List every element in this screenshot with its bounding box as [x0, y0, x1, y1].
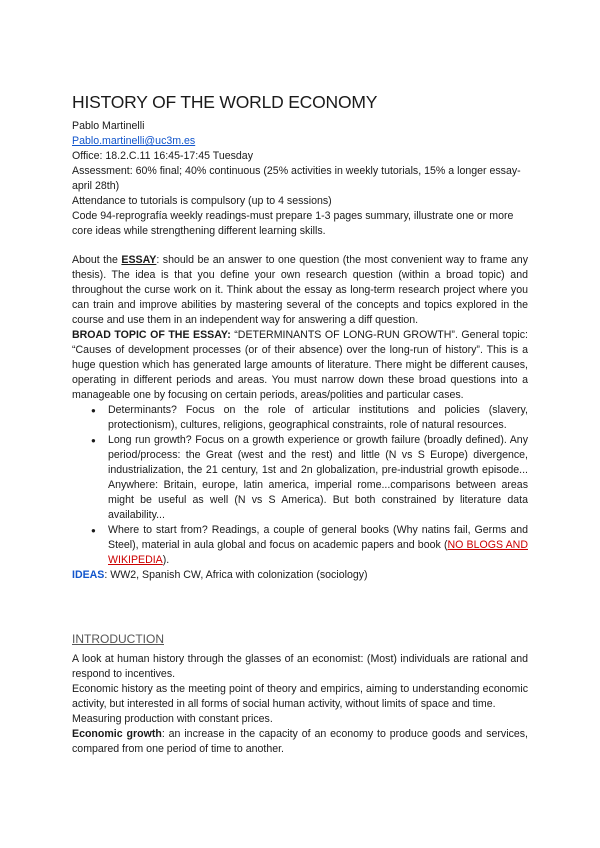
introduction-heading: INTRODUCTION: [72, 632, 164, 646]
list-item: ● Determinants? Focus on the role of articular institutions and policies (slavery, protectionism), cultures, religions, geographical constraints, role of natural resources.: [108, 403, 528, 433]
email-link[interactable]: Pablo.martinelli@uc3m.es: [72, 135, 196, 147]
essay-keyword: ESSAY: [121, 254, 157, 266]
essay-intro: About the ESSAY: should be an answer to one question (the most convenient way to frame any thesis). The idea is that you define your own research question (within a broad topic) and throughout the curse work on it. Think about the essay as long-term research project where you can train and improve abilities by mastering several of the concepts and topics explored in the course and use them in an independent way for answering a diff question.: [72, 254, 528, 326]
growth-label: Economic growth: [72, 728, 162, 740]
intro-paragraph: Measuring production with constant prices.: [72, 713, 273, 725]
course-info: [72, 119, 528, 239]
introduction-section: [72, 652, 528, 757]
intro-paragraph: A look at human history through the glasses of an economist: (Most) individuals are rational and respond to incentives.: [72, 653, 528, 680]
code-text: Code 94-reprografía weekly readings-must prepare 1-3 pages summary, illustrate one or more core ideas while strengthening different learning skills.: [72, 210, 514, 237]
growth-definition: Economic growth: an increase in the capacity of an economy to produce goods and services, compared from one period of time to another.: [72, 728, 528, 755]
document-title: HISTORY OF THE WORLD ECONOMY: [72, 92, 378, 112]
list-item: ● Long run growth? Focus on a growth experience or growth failure (broadly defined). Any period/process: the Great (west and the rest) and little (N vs S Europe) divergence, industrialization, the 21 century, 1st and 2n globalization, pre-industrial growth episode... Anywhere: Britain, europe, latin america, imperial rome...comparisons between areas might be useful as well (N vs S America). But both constrained by literature data availability...: [108, 433, 528, 523]
office-hours: Office: 18.2.C.11 16:45-17:45 Tuesday: [72, 150, 253, 162]
assessment-text: Assessment: 60% final; 40% continuous (25% activities in weekly tutorials, 15% a longer essay-april 28th): [72, 165, 521, 192]
author-name: Pablo Martinelli: [72, 120, 145, 132]
essay-topic: BROAD TOPIC OF THE ESSAY: “DETERMINANTS OF LONG-RUN GROWTH”. General topic: “Causes of development processes (or of their absence) over the long-run of history”. This is a huge question which has generated large amounts of literature. There might be different causes, operating in different periods and areas. You must narrow down these broad questions into a manageable one by focusing on certain periods, areas/polities and particular cases.: [72, 329, 528, 401]
ideas-line: IDEAS: WW2, Spanish CW, Africa with colonization (sociology): [72, 569, 368, 581]
attendance-text: Attendance to tutorials is compulsory (up to 4 sessions): [72, 195, 332, 207]
essay-section: [72, 253, 528, 583]
topic-label: BROAD TOPIC OF THE ESSAY:: [72, 329, 231, 341]
list-item: ● Where to start from? Readings, a couple of general books (Why natins fail, Germs and Steel), material in aula global and focus on academic papers and book (NO BLOGS AND WIKIPEDIA).: [108, 523, 528, 568]
ideas-label: IDEAS: [72, 569, 105, 581]
no-blogs-warning: NO BLOGS AND WIKIPEDIA: [108, 539, 528, 566]
intro-paragraph: Economic history as the meeting point of theory and empirics, aiming to understanding economic activity, but interested in all forms of social human activity, without limits of space and time.: [72, 683, 528, 710]
essay-bullets: [72, 403, 528, 568]
